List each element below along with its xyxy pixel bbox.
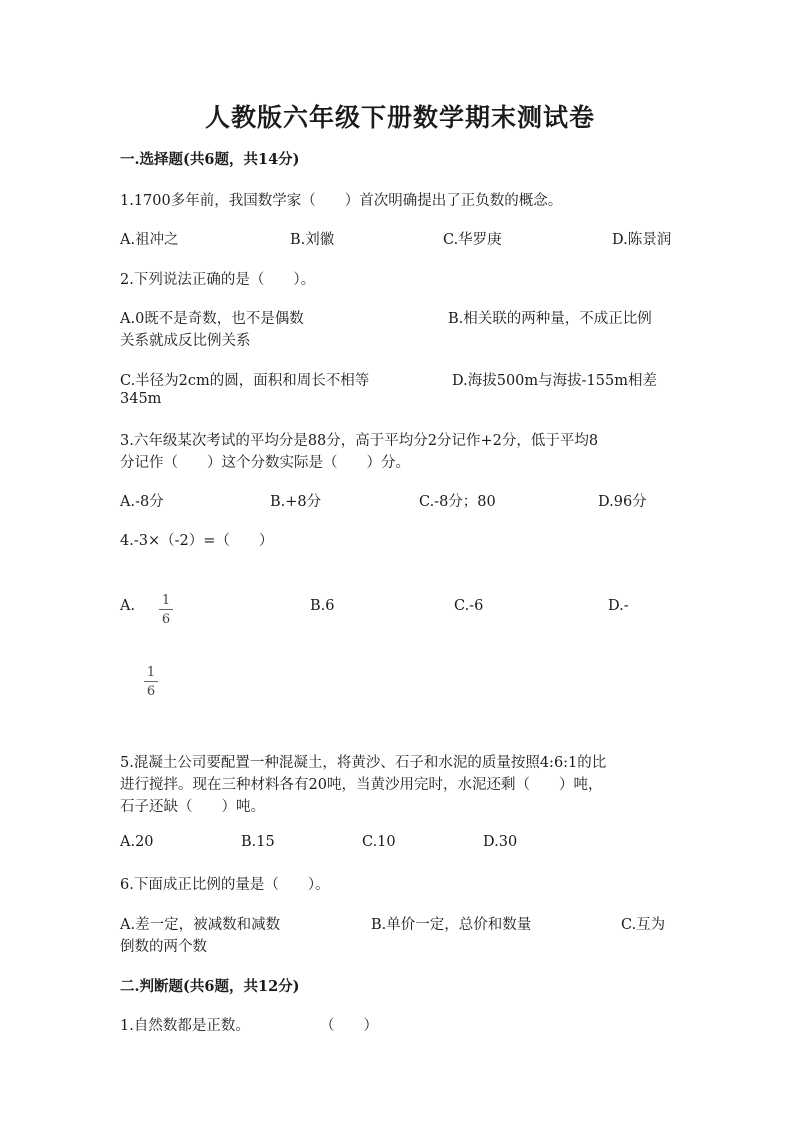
question-5-option-a[interactable]: A.20 — [120, 834, 154, 850]
question-5-stem-line-2: 进行搅拌。现在三种材料各有20吨，当黄沙用完时，水泥还剩（ ）吨， — [120, 777, 603, 793]
question-1-option-b[interactable]: B.刘徽 — [290, 232, 335, 248]
question-3-option-b[interactable]: B.+8分 — [270, 494, 322, 510]
question-4-stem: 4.-3×（-2）=（ ） — [120, 533, 274, 549]
fraction-numerator: 1 — [161, 593, 171, 608]
question-6-option-a[interactable]: A.差一定，被减数和减数 — [120, 917, 281, 933]
question-2-option-a[interactable]: A.0既不是奇数，也不是偶数 — [120, 311, 304, 327]
question-4-option-d-fraction — [143, 666, 159, 698]
question-4-option-c[interactable]: C.-6 — [454, 598, 484, 614]
question-1-option-c[interactable]: C.华罗庚 — [443, 232, 502, 248]
question-3-option-c[interactable]: C.-8分；80 — [419, 494, 496, 510]
question-5-option-b[interactable]: B.15 — [241, 834, 275, 850]
question-4-option-a-fraction — [158, 594, 174, 626]
judgment-1-stem: 1.自然数都是正数。 — [120, 1018, 250, 1034]
question-4-option-d[interactable]: D.- — [608, 598, 629, 614]
question-2-stem: 2.下列说法正确的是（ ）。 — [120, 272, 316, 288]
question-3-stem-line-2: 分记作（ ）这个分数实际是（ ）分。 — [120, 455, 410, 471]
question-5-option-c[interactable]: C.10 — [362, 834, 396, 850]
question-6-stem: 6.下面成正比例的量是（ ）。 — [120, 877, 330, 893]
page-title: 人教版六年级下册数学期末测试卷 — [204, 103, 595, 132]
question-3-option-d[interactable]: D.96分 — [598, 494, 647, 510]
question-6-option-b[interactable]: B.单价一定，总价和数量 — [371, 917, 532, 933]
question-5-stem-line-1: 5.混凝土公司要配置一种混凝土，将黄沙、石子和水泥的质量按照4:6:1的比 — [120, 755, 607, 771]
question-6-option-c-cont: 倒数的两个数 — [120, 939, 207, 955]
question-3-option-a[interactable]: A.-8分 — [120, 494, 164, 510]
fraction-denominator: 6 — [161, 612, 171, 627]
question-4-option-b[interactable]: B.6 — [310, 598, 335, 614]
judgment-1-answer-blank[interactable]: （ ） — [320, 1018, 378, 1034]
question-4-option-a[interactable]: A. — [120, 598, 136, 614]
question-2-option-d-cont: 345m — [120, 391, 162, 407]
question-1-option-d[interactable]: D.陈景润 — [612, 232, 672, 248]
question-2-option-c[interactable]: C.半径为2cm的圆，面积和周长不相等 — [120, 373, 370, 389]
fraction-numerator: 1 — [146, 665, 156, 680]
section-heading-choice: 一.选择题(共6题，共14分) — [120, 151, 300, 168]
section-heading-true-false: 二.判断题(共6题，共12分) — [120, 978, 300, 995]
question-3-stem-line-1: 3.六年级某次考试的平均分是88分，高于平均分2分记作+2分，低于平均8 — [120, 433, 599, 449]
question-1-stem: 1.1700多年前，我国数学家（ ）首次明确提出了正负数的概念。 — [120, 193, 563, 209]
question-1-option-a[interactable]: A.祖冲之 — [120, 232, 179, 248]
question-6-option-c[interactable]: C.互为 — [621, 917, 666, 933]
question-2-option-b[interactable]: B.相关联的两种量，不成正比例 — [448, 311, 652, 327]
question-5-stem-line-3: 石子还缺（ ）吨。 — [120, 799, 265, 815]
question-2-option-b-cont: 关系就成反比例关系 — [120, 333, 251, 349]
question-2-option-d[interactable]: D.海拔500m与海拔-155m相差 — [452, 373, 657, 389]
question-5-option-d[interactable]: D.30 — [483, 834, 518, 850]
fraction-denominator: 6 — [146, 684, 156, 699]
